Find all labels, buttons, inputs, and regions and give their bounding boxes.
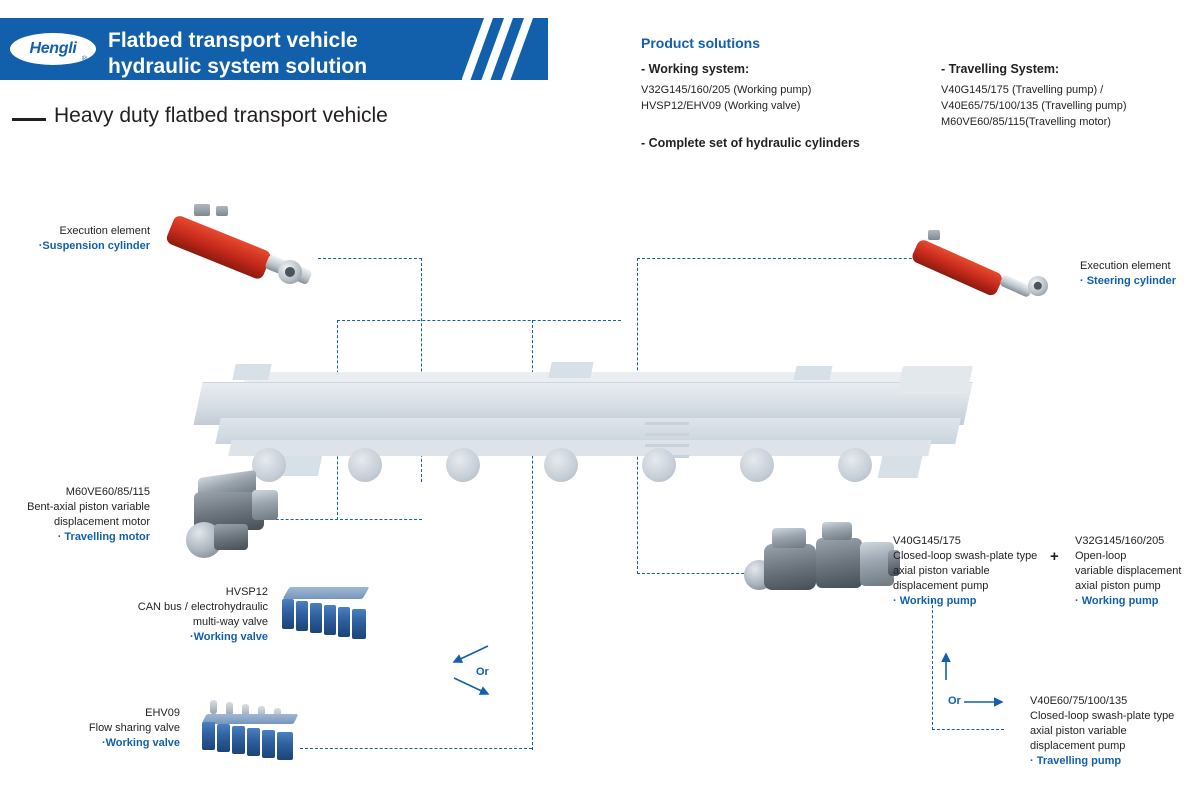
ehv09-valve-illustration	[200, 700, 306, 760]
chassis-block-4	[878, 456, 923, 478]
callout-working-pump-closed-line-5: · Working pump	[893, 595, 977, 607]
travelling-system-heading: - Travelling System:	[941, 62, 1060, 76]
motor-lower-body	[214, 524, 248, 550]
chassis-block-2	[548, 362, 593, 378]
callout-working-pump-open	[1075, 534, 1193, 609]
pump-control-block-2	[822, 522, 852, 540]
callout-working-pump-closed-line-4: displacement pump	[893, 580, 989, 592]
ehv09-valve-section-3	[232, 726, 245, 754]
callout-ehv09-valve	[30, 706, 180, 751]
hvsp12-valve-top	[283, 587, 370, 599]
page-title-line-1: Flatbed transport vehicle	[108, 29, 358, 52]
callout-travelling-motor-line-2: Bent-axial piston variable	[27, 501, 150, 513]
suspension-cylinder-illustration	[168, 198, 328, 288]
callout-steering-cylinder-line-2: · Steering cylinder	[1080, 275, 1176, 287]
header-slash-decoration	[462, 18, 554, 80]
callout-steering-cylinder-line-1: Execution element	[1080, 260, 1171, 272]
page-title	[108, 28, 458, 80]
connector-steering-top	[637, 258, 937, 259]
connector-frame-bottom	[300, 748, 532, 749]
callout-travelling-motor-line-3: displacement motor	[54, 516, 150, 528]
or-label-right: Or	[948, 695, 961, 707]
callout-working-pump-open-line-4: axial piston pump	[1075, 580, 1161, 592]
hvsp12-valve-section-2	[296, 601, 308, 631]
callout-ehv09-line-1: EHV09	[145, 707, 180, 719]
callout-hvsp12-line-3: multi-way valve	[192, 616, 268, 628]
chassis-wheel-3	[446, 448, 480, 482]
suspension-cylinder-eye	[278, 260, 302, 284]
chassis-beam	[228, 440, 931, 456]
ehv09-valve-section-2	[217, 724, 230, 752]
callout-travelling-pump-line-5: · Travelling pump	[1030, 755, 1122, 767]
callout-travelling-pump-line-1: V40E60/75/100/135	[1030, 695, 1128, 707]
chassis-wheel-2	[348, 448, 382, 482]
callout-travelling-motor-line-4: · Travelling motor	[57, 531, 150, 543]
plus-sign: +	[1050, 548, 1059, 565]
callout-ehv09-line-2: Flow sharing valve	[88, 722, 180, 734]
chassis-wheel-5	[642, 448, 676, 482]
callout-ehv09-line-3: ·Working valve	[101, 737, 180, 749]
hvsp12-valve-section-5	[338, 607, 350, 637]
callout-working-pump-closed-line-2: Closed-loop swash-plate type	[893, 550, 1038, 562]
working-system-line-2: HVSP12/EHV09 (Working valve)	[641, 100, 801, 112]
hvsp12-valve-section-6	[352, 609, 366, 639]
travelling-system-block	[941, 62, 1191, 130]
callout-working-pump-open-line-3: variable displacement	[1075, 565, 1182, 577]
callout-travelling-pump-line-2: Closed-loop swash-plate type	[1030, 710, 1175, 722]
working-system-line-1: V32G145/160/205 (Working pump)	[641, 84, 812, 96]
motor-port-block	[252, 490, 278, 520]
hvsp12-valve-section-1	[282, 599, 294, 629]
suspension-cylinder-port-2	[216, 206, 228, 216]
callout-working-pump-closed	[893, 534, 1043, 609]
ehv09-valve-top	[202, 714, 299, 724]
callout-working-pump-open-line-1: V32G145/160/205	[1075, 535, 1165, 547]
chassis-wheel-4	[544, 448, 578, 482]
page-subtitle: Heavy duty flatbed transport vehicle	[54, 104, 388, 127]
callout-working-pump-closed-line-1: V40G145/175	[893, 535, 961, 547]
logo-text: Hengli	[29, 40, 77, 57]
callout-travelling-pump	[1030, 694, 1190, 769]
ehv09-valve-section-5	[262, 730, 275, 758]
hvsp12-valve-illustration	[280, 585, 376, 641]
subtitle-rule	[12, 118, 46, 121]
callout-working-pump-closed-line-3: axial piston variable	[893, 565, 990, 577]
ehv09-valve-knob-1	[210, 700, 217, 714]
or-label-left: Or	[476, 666, 489, 678]
travelling-system-line-3: M60VE60/85/115(Travelling motor)	[941, 116, 1111, 128]
ehv09-valve-section-4	[247, 728, 260, 756]
working-system-heading: - Working system:	[641, 62, 750, 76]
travelling-system-line-2: V40E65/75/100/135 (Travelling pump)	[941, 100, 1127, 112]
page-title-line-2: hydraulic system solution	[108, 55, 368, 78]
callout-hvsp12-line-1: HVSP12	[225, 586, 268, 598]
connector-travelling-pump-bottom	[932, 729, 1004, 730]
callout-travelling-pump-line-3: axial piston variable	[1030, 725, 1127, 737]
product-solutions-title: Product solutions	[641, 35, 760, 51]
connector-travelling-pump	[932, 600, 933, 730]
pump-group-illustration	[742, 520, 902, 606]
travelling-system-line-1: V40G145/175 (Travelling pump) /	[941, 84, 1104, 96]
hvsp12-valve-section-3	[310, 603, 322, 633]
registered-mark-icon: ®	[81, 56, 87, 63]
chassis-wheel-7	[838, 448, 872, 482]
callout-travelling-motor	[0, 485, 150, 545]
steering-cylinder-body	[910, 238, 1004, 297]
chassis-control-box	[897, 366, 973, 394]
chassis-block-3	[794, 366, 833, 380]
working-system-block	[641, 62, 931, 114]
chassis-block-1	[232, 364, 271, 380]
steering-cylinder-illustration	[916, 228, 1066, 308]
connector-pumps	[637, 573, 759, 574]
pump-housing-1	[764, 544, 816, 590]
callout-working-pump-open-line-2: Open-loop	[1075, 550, 1127, 562]
complete-cylinders-note: - Complete set of hydraulic cylinders	[641, 136, 860, 150]
callout-working-pump-open-line-5: · Working pump	[1075, 595, 1159, 607]
suspension-cylinder-port	[194, 204, 210, 216]
pump-housing-2	[816, 538, 862, 588]
ehv09-valve-section-6	[277, 732, 293, 760]
ehv09-valve-section-1	[202, 722, 215, 750]
connector-suspension-top	[318, 258, 422, 259]
chassis-wheel-6	[740, 448, 774, 482]
callout-hvsp12-line-2: CAN bus / electrohydraulic	[137, 601, 268, 613]
or-arrows-left	[440, 640, 510, 700]
flatbed-vehicle-illustration	[190, 360, 980, 500]
callout-travelling-pump-line-4: displacement pump	[1030, 740, 1126, 752]
callout-hvsp12-line-4: ·Working valve	[189, 631, 268, 643]
callout-hvsp12-valve	[110, 585, 268, 645]
hvsp12-valve-section-4	[324, 605, 336, 635]
steering-cylinder-eye	[1028, 276, 1048, 296]
pump-control-block-1	[772, 528, 806, 548]
callout-suspension-cylinder	[20, 224, 150, 254]
travelling-motor-illustration	[178, 470, 288, 560]
callout-travelling-motor-line-1: M60VE60/85/115	[65, 486, 150, 498]
callout-steering-cylinder	[1080, 259, 1193, 289]
hengli-logo	[10, 33, 96, 65]
callout-suspension-cylinder-line-2: ·Suspension cylinder	[38, 240, 150, 252]
suspension-cylinder-body	[165, 214, 273, 281]
steering-cylinder-port	[928, 230, 940, 240]
connector-frame-top	[337, 320, 621, 321]
callout-suspension-cylinder-line-1: Execution element	[59, 225, 150, 237]
